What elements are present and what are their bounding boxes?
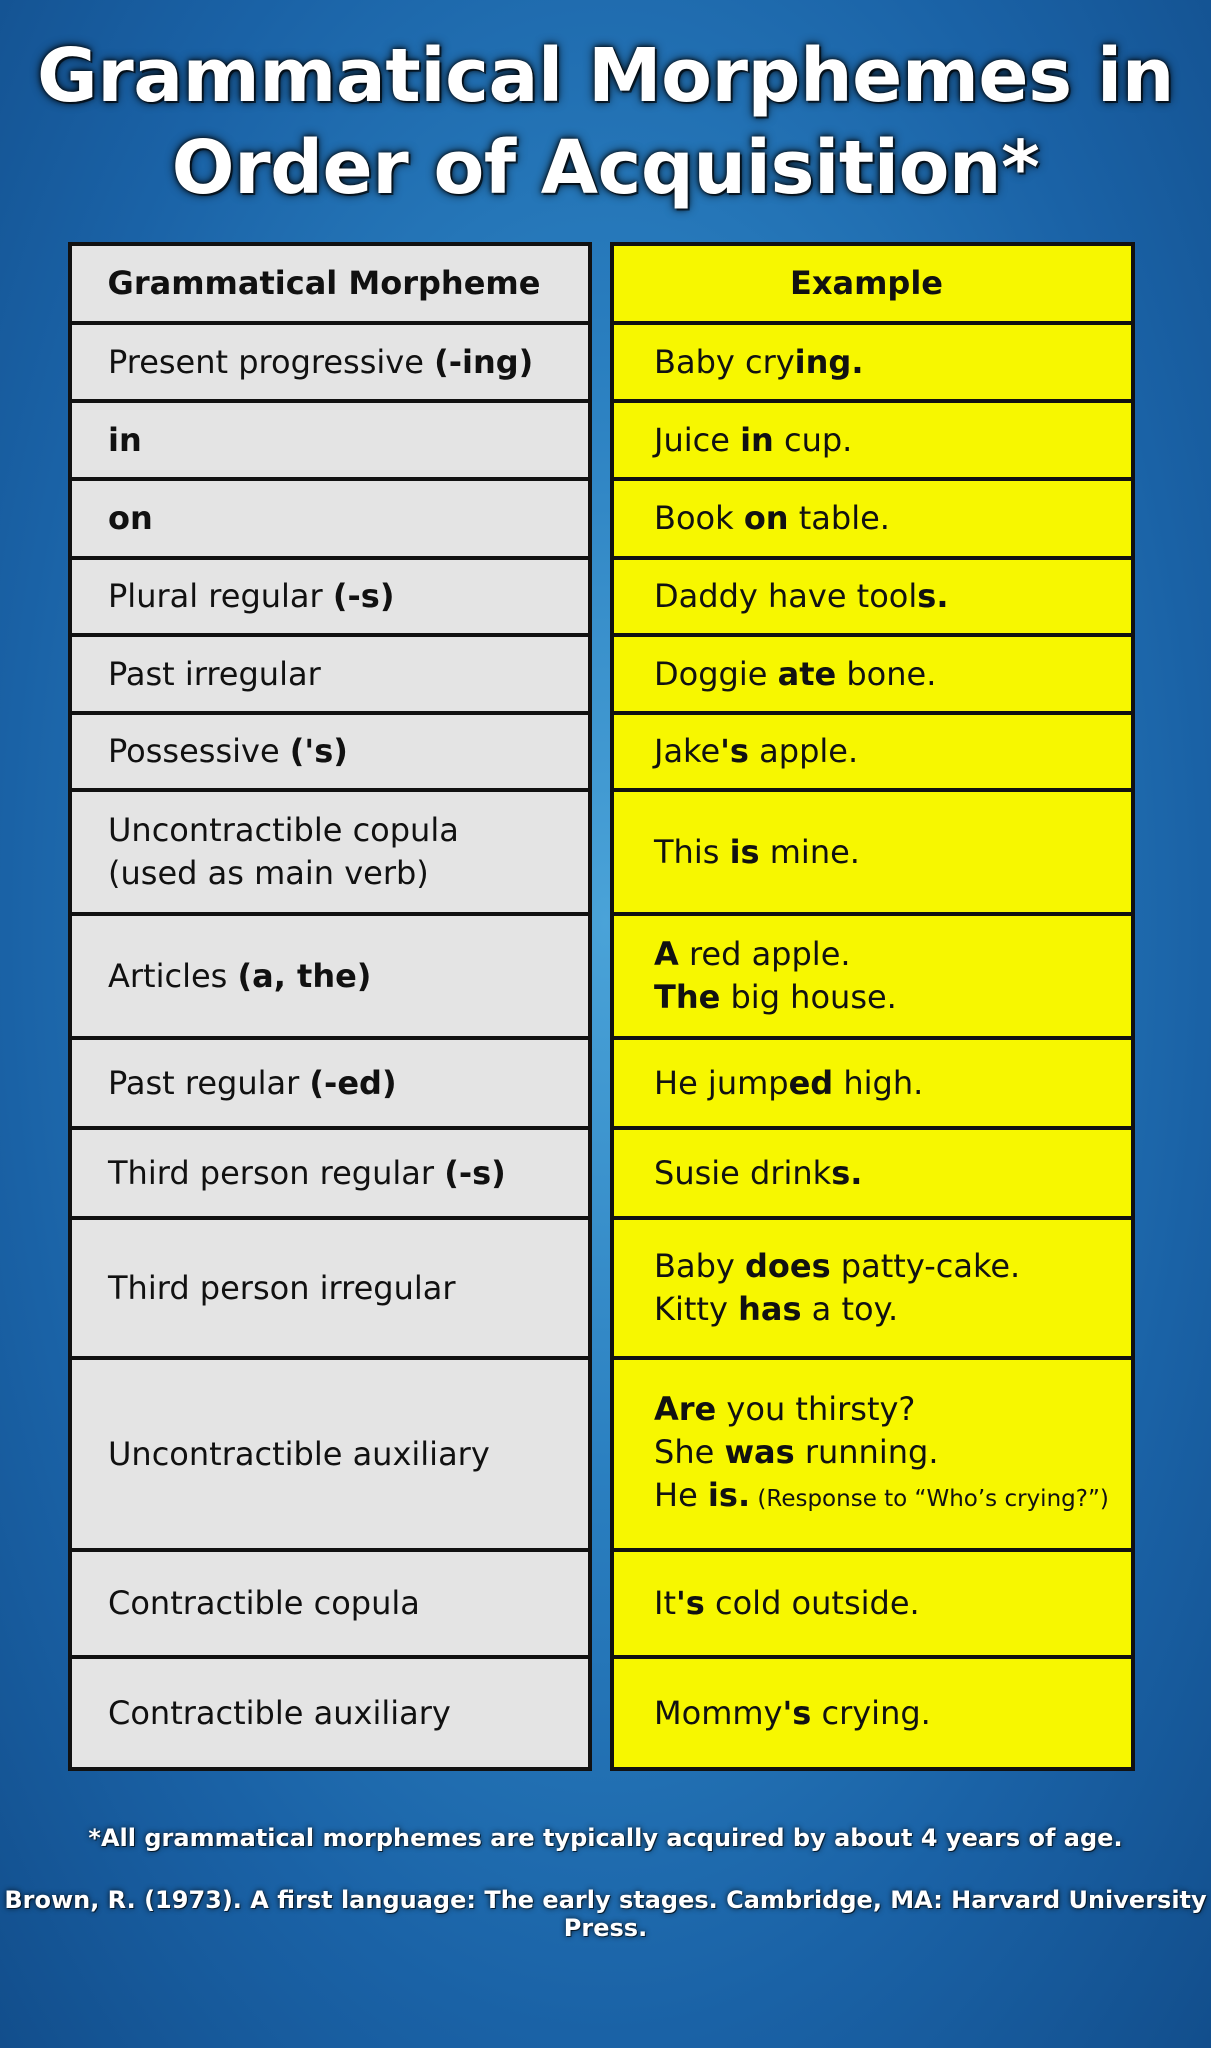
example-bold-text: ing. xyxy=(794,342,864,381)
example-text: patty-cake. xyxy=(830,1247,1021,1285)
morpheme-cell xyxy=(72,481,588,560)
example-text xyxy=(654,730,858,773)
example-text xyxy=(654,831,860,874)
example-cell xyxy=(614,1040,1131,1130)
example-line xyxy=(654,419,852,462)
morpheme-cell xyxy=(72,325,588,403)
example-text xyxy=(654,1388,1109,1521)
morpheme-text: Contractible auxiliary xyxy=(108,1693,451,1732)
example-bold-text: 's xyxy=(782,1693,812,1732)
morpheme-text: Possessive xyxy=(108,732,290,770)
example-cell xyxy=(614,1552,1131,1659)
example-text: Doggie xyxy=(654,654,778,693)
example-text xyxy=(654,1062,923,1105)
morpheme-text xyxy=(108,497,153,540)
title-line-2: Order of Acquisition* xyxy=(171,125,1040,211)
morpheme-cell xyxy=(72,403,588,481)
morpheme-text: Third person regular xyxy=(108,1153,445,1192)
morpheme-text xyxy=(108,1267,456,1310)
morpheme-text: Present progressive xyxy=(108,342,435,381)
example-text: Mommy xyxy=(654,1693,783,1732)
example-line xyxy=(654,976,897,1019)
example-bold-text: does xyxy=(744,1247,831,1285)
morpheme-text: Past regular xyxy=(108,1063,310,1102)
example-text: big house. xyxy=(720,978,897,1016)
example-bold-text: in xyxy=(740,420,774,459)
example-line xyxy=(654,497,890,540)
example-text xyxy=(654,575,948,618)
example-bold-text: on xyxy=(743,499,789,537)
example-line xyxy=(654,1431,1109,1474)
morpheme-text xyxy=(108,730,348,773)
morpheme-bold-text: in xyxy=(108,420,142,459)
morpheme-text xyxy=(108,575,394,618)
example-line xyxy=(654,831,860,874)
example-cell xyxy=(614,1360,1131,1552)
example-bold-text: was xyxy=(724,1432,795,1471)
example-bold-text: The xyxy=(654,978,721,1016)
example-line xyxy=(654,1152,862,1195)
example-text: a toy. xyxy=(801,1290,899,1328)
morpheme-cell xyxy=(72,1220,588,1360)
morpheme-cell xyxy=(72,1130,588,1220)
example-line xyxy=(654,1245,1020,1288)
example-bold-text: ate xyxy=(777,654,837,693)
example-bold-text: ed xyxy=(788,1063,834,1102)
example-line xyxy=(654,1388,1109,1431)
example-text: cup. xyxy=(773,420,853,459)
morpheme-cell xyxy=(72,637,588,715)
morpheme-bold-text: (-ing) xyxy=(434,342,534,381)
example-cell xyxy=(614,916,1131,1040)
example-text: apple. xyxy=(748,732,859,770)
example-column xyxy=(610,242,1135,1771)
morpheme-text xyxy=(108,955,371,998)
example-text xyxy=(654,933,897,1019)
page-title xyxy=(0,30,1211,214)
example-bold-text: 's xyxy=(720,732,749,770)
example-bold-text: A xyxy=(654,935,679,973)
example-text: Book xyxy=(654,499,744,537)
example-cell xyxy=(614,1659,1131,1767)
example-text xyxy=(654,1245,1020,1331)
morpheme-bold-text: (a, the) xyxy=(237,956,372,995)
morpheme-text: Plural regular xyxy=(108,577,333,615)
example-text xyxy=(654,1152,862,1195)
morpheme-bold-text: on xyxy=(108,499,153,537)
example-line xyxy=(654,341,863,384)
morpheme-cell xyxy=(72,1552,588,1659)
citation: Brown, R. (1973). A first language: The early stages. Cambridge, MA: Harvard University Press. xyxy=(4,1886,1207,1942)
example-text xyxy=(654,419,852,462)
example-text: high. xyxy=(833,1063,924,1102)
example-text: Kitty xyxy=(654,1290,739,1328)
morpheme-text xyxy=(108,1062,397,1105)
example-cell xyxy=(614,1220,1131,1360)
example-text: red apple. xyxy=(678,935,851,973)
example-bold-text: is. xyxy=(707,1475,751,1514)
example-text: This xyxy=(654,832,730,871)
example-text: crying. xyxy=(811,1693,931,1732)
example-cell xyxy=(614,715,1131,792)
example-cell xyxy=(614,637,1131,715)
example-bold-text: s. xyxy=(917,577,949,615)
morpheme-bold-text: ('s) xyxy=(289,732,348,770)
example-column-header: Example xyxy=(614,246,1131,325)
title-line-1: Grammatical Morphemes in xyxy=(37,33,1174,119)
morpheme-text: Articles xyxy=(108,956,238,995)
example-line xyxy=(654,1692,931,1735)
morpheme-cell xyxy=(72,1040,588,1130)
example-text xyxy=(654,1582,920,1625)
morpheme-bold-text: (-s) xyxy=(332,577,395,615)
example-cell xyxy=(614,481,1131,560)
example-line xyxy=(654,1288,1020,1331)
example-line xyxy=(654,1062,923,1105)
example-text: She xyxy=(654,1432,725,1471)
example-text xyxy=(654,653,936,696)
morpheme-text xyxy=(108,809,459,895)
example-bold-text: s. xyxy=(831,1153,863,1192)
example-cell xyxy=(614,403,1131,481)
example-text: you thirsty? xyxy=(716,1389,916,1428)
morpheme-text xyxy=(108,653,321,696)
morpheme-text: Contractible copula xyxy=(108,1584,420,1622)
example-text: It xyxy=(654,1584,676,1622)
morpheme-column xyxy=(68,242,592,1771)
morpheme-text: Uncontractible auxiliary xyxy=(108,1434,490,1473)
example-text: Baby xyxy=(654,1247,745,1285)
morpheme-bold-text: (-s) xyxy=(444,1153,506,1192)
morpheme-column-header: Grammatical Morpheme xyxy=(72,246,588,325)
example-text: Susie drink xyxy=(654,1153,832,1192)
example-cell xyxy=(614,792,1131,916)
example-cell xyxy=(614,1130,1131,1220)
morpheme-text xyxy=(108,1582,420,1625)
morpheme-text xyxy=(108,1152,506,1195)
example-text: mine. xyxy=(759,832,860,871)
example-text: Juice xyxy=(654,420,741,459)
example-text: Jake xyxy=(654,732,721,770)
example-line xyxy=(654,933,897,976)
morpheme-cell xyxy=(72,560,588,637)
example-bold-text: has xyxy=(738,1290,802,1328)
example-line xyxy=(654,1582,920,1625)
morpheme-cell xyxy=(72,792,588,916)
morpheme-text xyxy=(108,1692,451,1735)
morpheme-cell xyxy=(72,715,588,792)
example-text: table. xyxy=(788,499,890,537)
morpheme-text xyxy=(108,341,533,384)
example-line xyxy=(654,1474,1109,1521)
morpheme-text: Uncontractible copula (used as main verb) xyxy=(108,811,459,892)
example-text xyxy=(654,341,863,384)
example-text: Daddy have tool xyxy=(654,577,918,615)
example-text: cold outside. xyxy=(704,1584,920,1622)
morpheme-text xyxy=(108,419,142,462)
example-cell xyxy=(614,560,1131,637)
footnote: *All grammatical morphemes are typically acquired by about 4 years of age. xyxy=(88,1824,1123,1852)
example-text: He xyxy=(654,1475,708,1514)
morpheme-text: Past irregular xyxy=(108,654,321,693)
example-cell xyxy=(614,325,1131,403)
example-bold-text: 's xyxy=(675,1584,705,1622)
morpheme-bold-text: (-ed) xyxy=(309,1063,397,1102)
morpheme-text xyxy=(108,1433,490,1476)
example-text: running. xyxy=(794,1432,939,1471)
example-text: (Response to “Who’s crying?”) xyxy=(750,1485,1109,1512)
example-text xyxy=(654,497,890,540)
example-text: He jump xyxy=(654,1063,789,1102)
example-bold-text: Are xyxy=(654,1389,717,1428)
morpheme-cell xyxy=(72,1659,588,1767)
example-text: Baby cry xyxy=(654,342,795,381)
example-line xyxy=(654,730,858,773)
morpheme-cell xyxy=(72,1360,588,1552)
example-line xyxy=(654,575,948,618)
example-bold-text: is xyxy=(729,832,760,871)
example-line xyxy=(654,653,936,696)
example-text: bone. xyxy=(836,654,937,693)
example-text xyxy=(654,1692,931,1735)
morpheme-cell xyxy=(72,916,588,1040)
morpheme-text: Third person irregular xyxy=(108,1268,456,1307)
